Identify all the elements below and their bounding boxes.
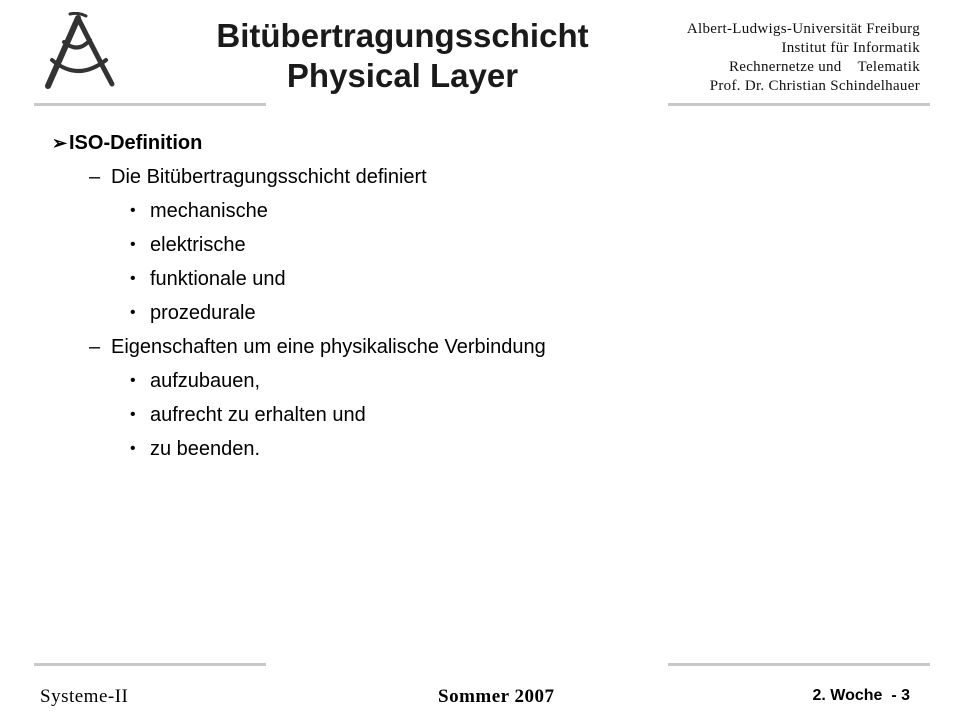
- sub-list-item-text: mechanische: [150, 199, 268, 222]
- dot-bullet-icon: •: [130, 202, 136, 219]
- sub-list-item-text: funktionale und: [150, 267, 286, 290]
- institution-university: Albert-Ludwigs-Universität Freiburg: [686, 21, 920, 37]
- dot-bullet-icon: •: [130, 406, 136, 423]
- sub-list-item: [130, 194, 546, 228]
- sub-list-item-text: elektrische: [150, 233, 246, 256]
- institution-block: [687, 20, 920, 96]
- arrow-bullet-icon: ➢: [52, 132, 68, 153]
- footer-divider-left: [34, 663, 266, 666]
- sub-list-item-text: zu beenden.: [150, 437, 261, 460]
- dash-bullet-icon: –: [89, 165, 101, 188]
- institution-chair: Rechnernetze und Telematik: [728, 59, 920, 75]
- slide-content: [52, 126, 546, 466]
- title-line-2: Physical Layer: [286, 57, 519, 94]
- list-item-text: Die Bitübertragungsschicht definiert: [111, 165, 427, 188]
- sub-list-item-text: aufrecht zu erhalten und: [150, 403, 366, 426]
- semester: Sommer 2007: [438, 686, 555, 707]
- dot-bullet-icon: •: [130, 372, 136, 389]
- sub-list-item: [130, 364, 546, 398]
- heading-item: [52, 126, 546, 160]
- list-item: [89, 330, 546, 364]
- list-item-text: Eigenschaften um eine physikalische Verbindung: [111, 335, 546, 358]
- dash-bullet-icon: –: [89, 335, 101, 358]
- sub-list-item: [130, 398, 546, 432]
- institution-institute: Institut für Informatik: [781, 40, 920, 56]
- dot-bullet-icon: •: [130, 236, 136, 253]
- sub-list-item: [130, 228, 546, 262]
- list-item: [89, 160, 546, 194]
- header-divider-right: [668, 103, 930, 106]
- dot-bullet-icon: •: [130, 440, 136, 457]
- heading-text: ISO-Definition: [69, 131, 203, 154]
- sub-list-item: [130, 432, 546, 466]
- university-logo-icon: [34, 12, 126, 94]
- slide-title: [150, 16, 655, 96]
- sub-list-item-text: aufzubauen,: [150, 369, 261, 392]
- header-divider-left: [34, 103, 266, 106]
- sub-list-item-text: prozedurale: [150, 301, 256, 324]
- footer-divider-right: [668, 663, 930, 666]
- course-name: Systeme-II: [40, 686, 129, 707]
- institution-professor: Prof. Dr. Christian Schindelhauer: [709, 78, 920, 94]
- sub-list-item: [130, 262, 546, 296]
- sub-list-item: [130, 296, 546, 330]
- dot-bullet-icon: •: [130, 304, 136, 321]
- title-line-1: Bitübertragungsschicht: [216, 17, 589, 54]
- dot-bullet-icon: •: [130, 270, 136, 287]
- page-number: 2. Woche - 3: [812, 687, 910, 704]
